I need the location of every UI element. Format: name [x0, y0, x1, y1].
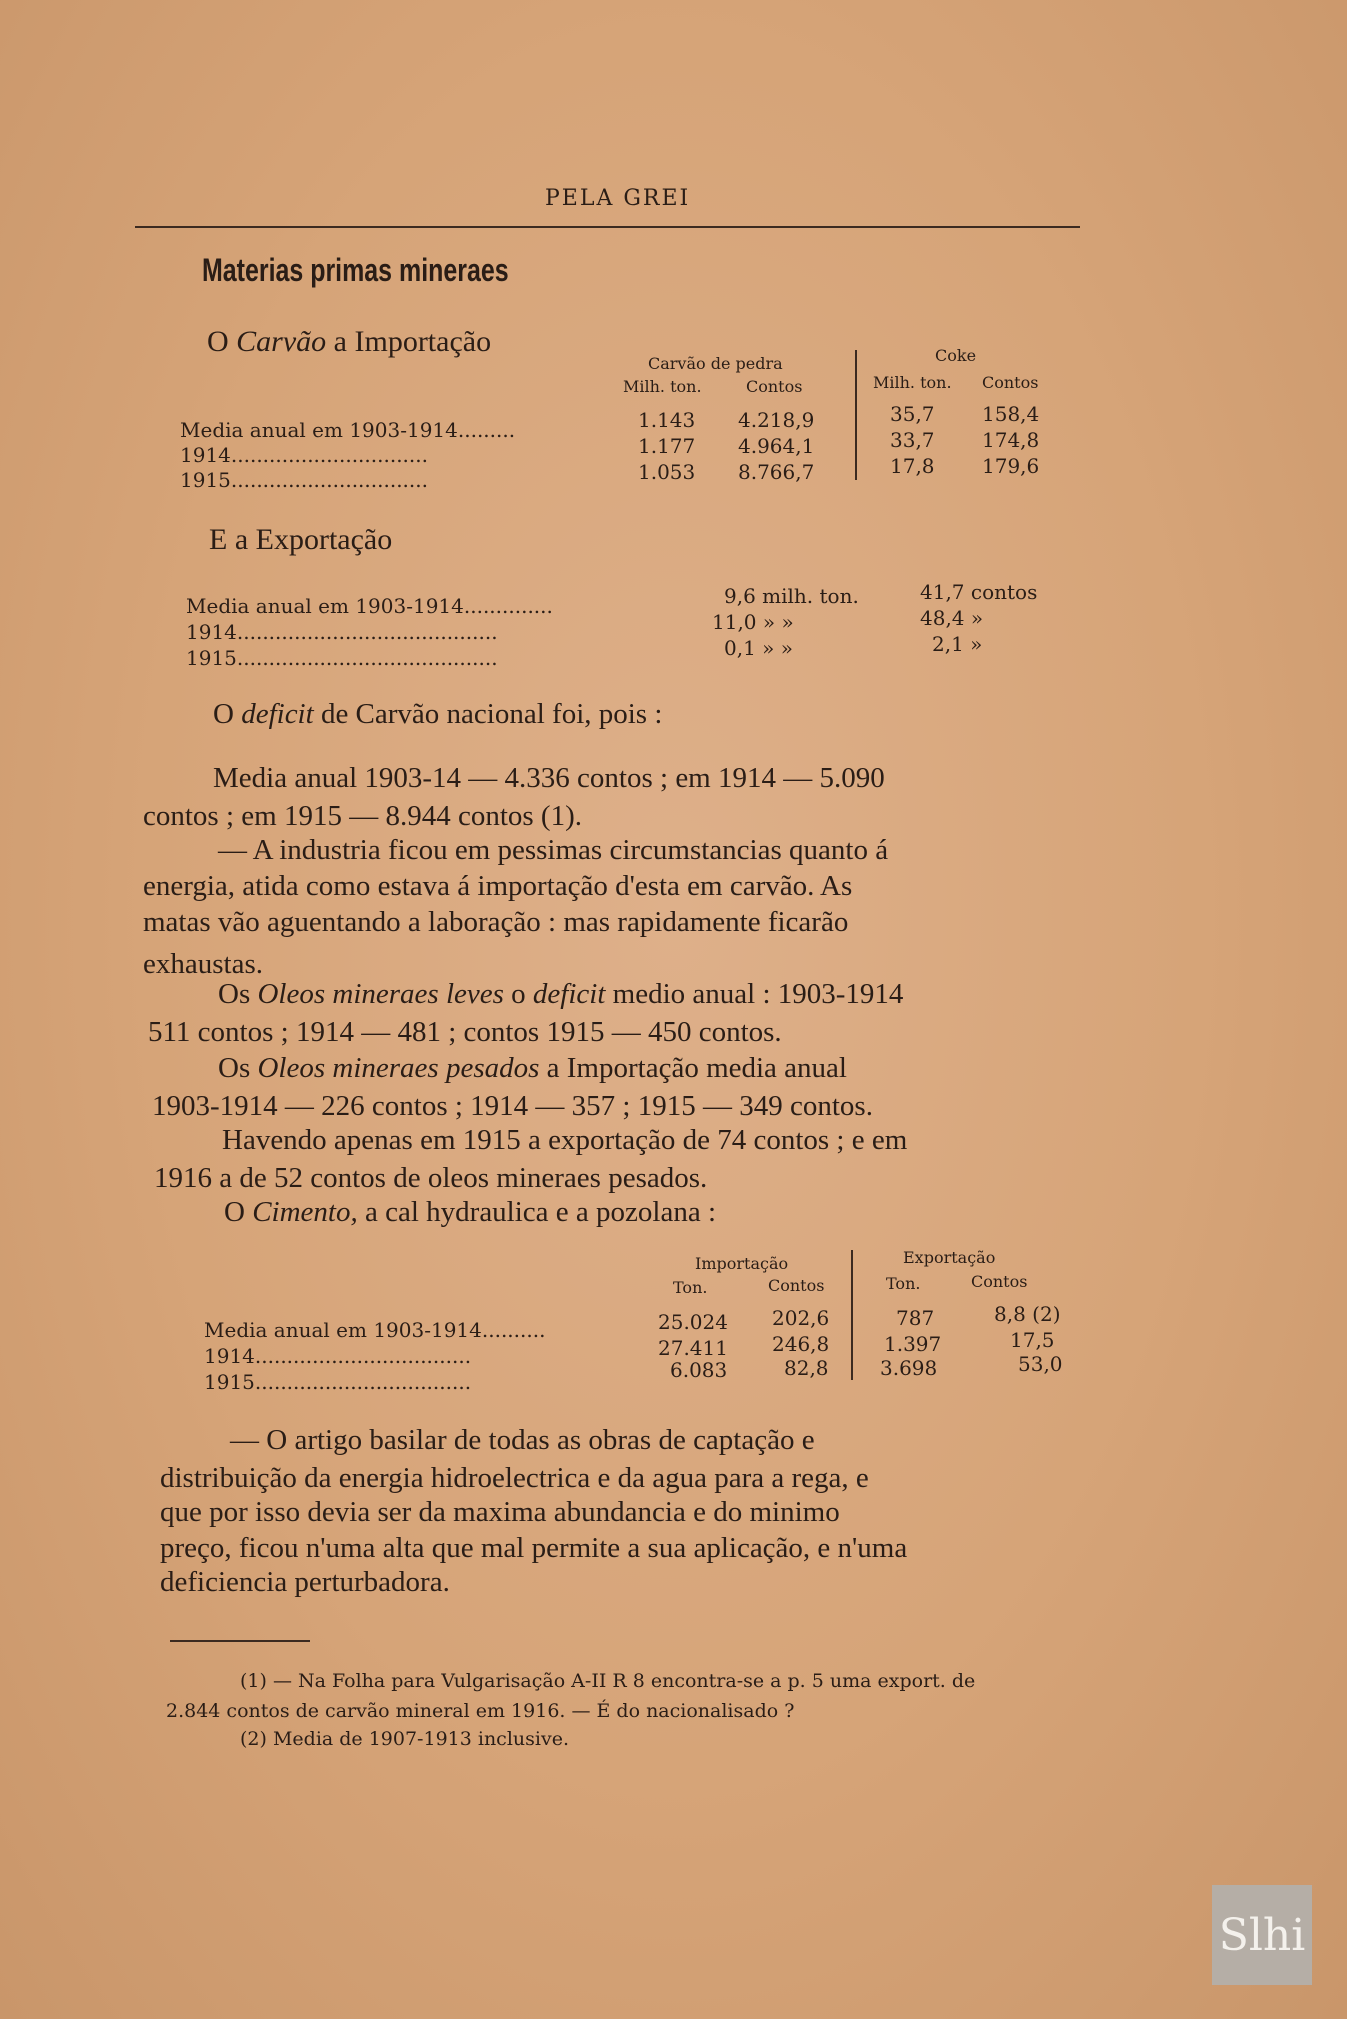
footnote-2: (2) Media de 1907-1913 inclusive. — [240, 1728, 569, 1750]
final-para-line: — O artigo basilar de todas as obras de captação e — [230, 1424, 815, 1456]
import-cell: 174,8 — [982, 428, 1040, 452]
oleos-pesados-italic: Oleos mineraes pesados — [257, 1052, 540, 1084]
import-cell: 33,7 — [890, 428, 935, 452]
cimento-cell: 202,6 — [772, 1306, 830, 1330]
import-cell: 4.218,9 — [738, 408, 815, 432]
import-cell: 17,8 — [890, 454, 935, 478]
para-line: matas vão aguentando a laboração : mas rapidamente ficarão — [143, 906, 849, 938]
import-cell: 158,4 — [982, 402, 1040, 426]
deficit-post: de Carvão nacional foi, pois : — [313, 698, 663, 730]
import-cell: 1.053 — [638, 460, 696, 484]
import-cell: 8.766,7 — [738, 460, 815, 484]
import-group-carvao: Carvão de pedra — [648, 354, 783, 373]
footnote-rule — [170, 1640, 310, 1642]
final-para-line: preço, ficou n'uma alta que mal permite a sua aplicação, e n'uma — [160, 1532, 908, 1564]
import-cell: 179,6 — [982, 454, 1040, 478]
export-heading: E a Exportação — [209, 523, 393, 556]
cimento-col-ton-1: Ton. — [673, 1278, 708, 1297]
cimento-cell: 3.698 — [880, 1356, 938, 1380]
cimento-cell: 1.397 — [884, 1332, 942, 1356]
cimento-pre: O — [224, 1196, 253, 1228]
cimento-row-label: 1914.................................. — [204, 1344, 472, 1368]
import-cell: 35,7 — [890, 402, 935, 426]
section-title: Materias primas mineraes — [202, 252, 509, 288]
para-line: exhaustas. — [143, 948, 263, 980]
oleos-pesados-line3: Havendo apenas em 1915 a exportação de 74 contos ; e em — [222, 1124, 908, 1156]
final-para-line: distribuição da energia hidroelectrica e da agua para a rega, e — [160, 1462, 869, 1494]
cimento-row-label: Media anual em 1903-1914.......... — [204, 1318, 546, 1342]
oleos-leves-deficit: deficit — [532, 978, 606, 1010]
cimento-cell: 25.024 — [658, 1310, 728, 1334]
import-table-divider — [855, 350, 857, 480]
oleos-leves-pre: Os — [218, 978, 258, 1010]
export-cell: 0,1 » » — [724, 636, 793, 660]
export-row-label: 1914......................................... — [186, 620, 498, 644]
export-cell: 11,0 » » — [712, 610, 794, 634]
running-head: PELA GREI — [545, 186, 691, 211]
import-col-contos-2: Contos — [982, 373, 1039, 392]
import-col-milh-1: Milh. ton. — [623, 377, 702, 396]
para-line: — A industria ficou em pessimas circumstancias quanto á — [218, 834, 889, 866]
deficit-pre: O — [213, 698, 242, 730]
cimento-italic: Cimento, — [252, 1196, 358, 1228]
oleos-leves-italic: Oleos mineraes leves — [257, 978, 504, 1010]
export-cell: 48,4 » — [920, 606, 984, 630]
cimento-post: a cal hydraulica e a pozolana : — [357, 1196, 717, 1228]
import-cell: 1.143 — [638, 408, 696, 432]
export-row-label: Media anual em 1903-1914.............. — [186, 594, 553, 618]
cimento-cell: 27.411 — [658, 1336, 728, 1360]
oleos-pesados-line1 — [218, 1052, 847, 1085]
cimento-cell: 787 — [896, 1306, 935, 1330]
import-heading — [207, 325, 491, 359]
import-group-coke: Coke — [935, 346, 977, 365]
export-row-label: 1915......................................... — [186, 646, 498, 670]
import-cell: 1.177 — [638, 434, 696, 458]
cimento-cell: 6.083 — [670, 1358, 728, 1382]
export-cell: 2,1 » — [932, 632, 983, 656]
oleos-pesados-post: a Importação media anual — [539, 1052, 847, 1084]
cimento-table-divider — [851, 1250, 853, 1380]
header-rule — [135, 226, 1080, 228]
oleos-pesados-line4: 1916 a de 52 contos de oleos mineraes pesados. — [154, 1162, 708, 1194]
import-col-contos-1: Contos — [746, 377, 803, 396]
cimento-cell: 246,8 — [772, 1332, 830, 1356]
para-line: Media anual 1903-14 — 4.336 contos ; em 1914 — 5.090 — [213, 762, 885, 794]
oleos-leves-post: medio anual : 1903-1914 — [605, 978, 904, 1010]
export-cell: 41,7 contos — [920, 580, 1038, 604]
oleos-leves-line2: 511 contos ; 1914 — 481 ; contos 1915 — 450 contos. — [148, 1016, 782, 1048]
cimento-col-ton-2: Ton. — [886, 1274, 921, 1293]
para-line: energia, atida como estava á importação d'esta em carvão. As — [143, 870, 853, 902]
footnote-1: (1) — Na Folha para Vulgarisação A-II R 8 encontra-se a p. 5 uma export. de — [240, 1670, 976, 1692]
cimento-cell: 82,8 — [784, 1356, 829, 1380]
import-row-label: 1915............................... — [180, 468, 428, 492]
cimento-col-contos-2: Contos — [971, 1272, 1028, 1291]
cimento-cell: 53,0 — [1018, 1352, 1063, 1376]
import-heading-italic: Carvão — [236, 325, 327, 358]
para-line: contos ; em 1915 — 8.944 contos (1). — [143, 800, 582, 832]
footnote-1-cont: 2.844 contos de carvão mineral em 1916. — É do nacionalisado ? — [166, 1700, 795, 1722]
oleos-leves-line1 — [218, 978, 903, 1011]
oleos-leves-mid: o — [503, 978, 533, 1010]
import-col-milh-2: Milh. ton. — [873, 373, 952, 392]
cimento-row-label: 1915.................................. — [204, 1370, 472, 1394]
oleos-pesados-pre: Os — [218, 1052, 258, 1084]
oleos-pesados-line2: 1903-1914 — 226 contos ; 1914 — 357 ; 1915 — 349 contos. — [152, 1090, 873, 1122]
cimento-cell: 17,5 — [1010, 1328, 1055, 1352]
import-heading-pre: O — [207, 325, 237, 358]
cimento-group-importacao: Importação — [695, 1254, 789, 1273]
cimento-cell: 8,8 (2) — [994, 1302, 1061, 1326]
final-para-line: que por isso devia ser da maxima abundancia e do minimo — [160, 1496, 840, 1528]
import-row-label: Media anual em 1903-1914......... — [180, 418, 516, 442]
deficit-line — [213, 698, 662, 731]
library-logo: Slhi — [1212, 1885, 1312, 1985]
import-cell: 4.964,1 — [738, 434, 815, 458]
final-para-line: deficiencia perturbadora. — [160, 1566, 450, 1598]
import-heading-post: a Importação — [326, 325, 492, 358]
cimento-group-exportacao: Exportação — [903, 1248, 996, 1267]
import-row-label: 1914............................... — [180, 443, 428, 467]
deficit-italic: deficit — [241, 698, 314, 730]
export-cell: 9,6 milh. ton. — [724, 584, 859, 608]
cimento-line — [224, 1196, 716, 1229]
cimento-col-contos-1: Contos — [768, 1276, 825, 1295]
